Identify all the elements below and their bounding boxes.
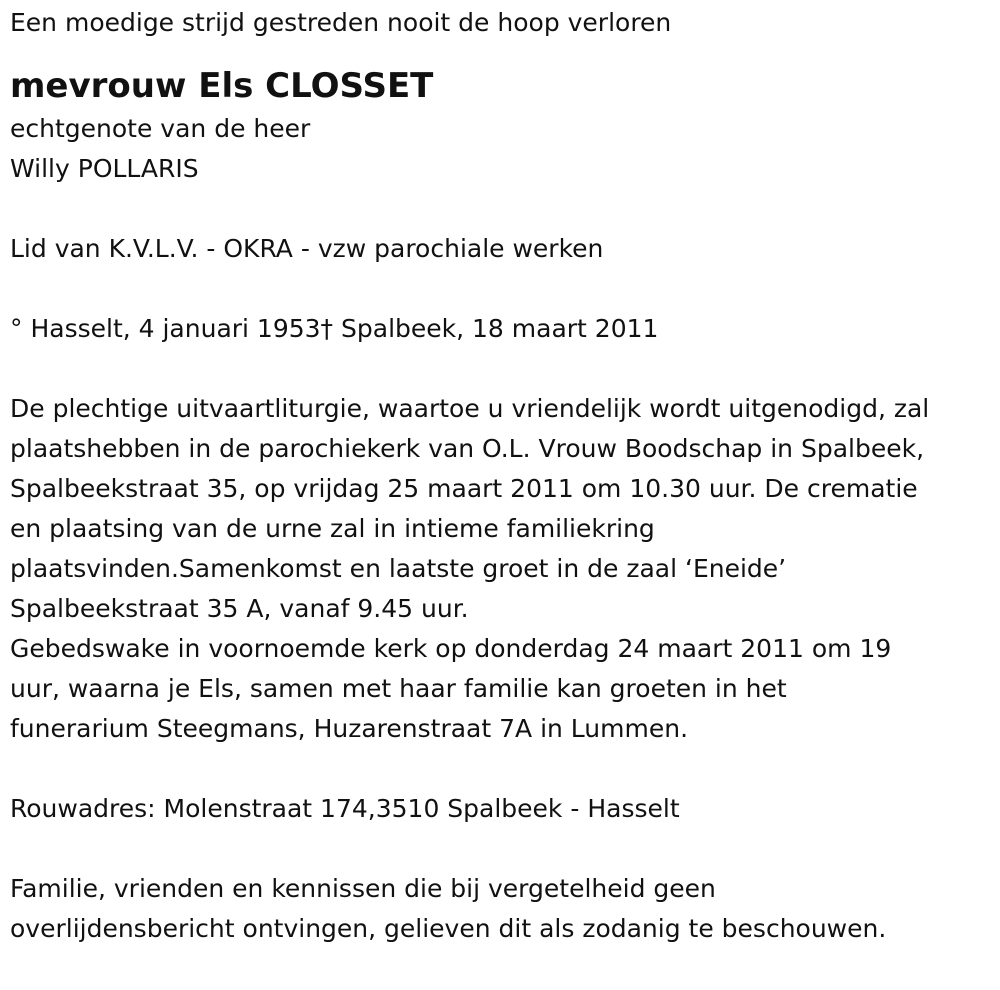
funeral-line: uur, waarna je Els, samen met haar familie kan groeten in het: [10, 674, 787, 703]
spacer: [10, 829, 995, 869]
mourning-address: Rouwadres: Molenstraat 174,3510 Spalbeek - Hasselt: [10, 794, 680, 823]
spouse-name: Willy POLLARIS: [10, 154, 199, 183]
funeral-line: Spalbeekstraat 35 A, vanaf 9.45 uur.: [10, 594, 469, 623]
funeral-line: Gebedswake in voornoemde kerk op donderdag 24 maart 2011 om 19: [10, 634, 892, 663]
funeral-line: plaatshebben in de parochiekerk van O.L. Vrouw Boodschap in Spalbeek,: [10, 434, 925, 463]
closing-line: Familie, vrienden en kennissen die bij vergetelheid geen: [10, 874, 716, 903]
spacer: [10, 269, 995, 309]
deceased-name: mevrouw Els CLOSSET: [10, 66, 434, 106]
closing-paragraph: [10, 869, 995, 949]
spacer: [10, 349, 995, 389]
tagline: Een moedige strijd gestreden nooit de hoop verloren: [10, 8, 672, 37]
spouse-label: echtgenote van de heer: [10, 114, 311, 143]
funeral-line: en plaatsing van de urne zal in intieme familiekring: [10, 514, 655, 543]
funeral-paragraph: [10, 389, 995, 749]
funeral-line: Spalbeekstraat 35, op vrijdag 25 maart 2011 om 10.30 uur. De crematie: [10, 474, 918, 503]
funeral-line: De plechtige uitvaartliturgie, waartoe u vriendelijk wordt uitgenodigd, zal: [10, 394, 930, 423]
funeral-line: funerarium Steegmans, Huzarenstraat 7A in Lummen.: [10, 714, 689, 743]
spacer: [10, 189, 995, 229]
obituary-notice: [10, 0, 995, 949]
spacer: [10, 749, 995, 789]
membership: Lid van K.V.L.V. - OKRA - vzw parochiale werken: [10, 234, 604, 263]
closing-line: overlijdensbericht ontvingen, gelieven dit als zodanig te beschouwen.: [10, 914, 887, 943]
funeral-line: plaatsvinden.Samenkomst en laatste groet in de zaal ‘Eneide’: [10, 554, 787, 583]
birth-death-dates: ° Hasselt, 4 januari 1953† Spalbeek, 18 maart 2011: [10, 314, 659, 343]
